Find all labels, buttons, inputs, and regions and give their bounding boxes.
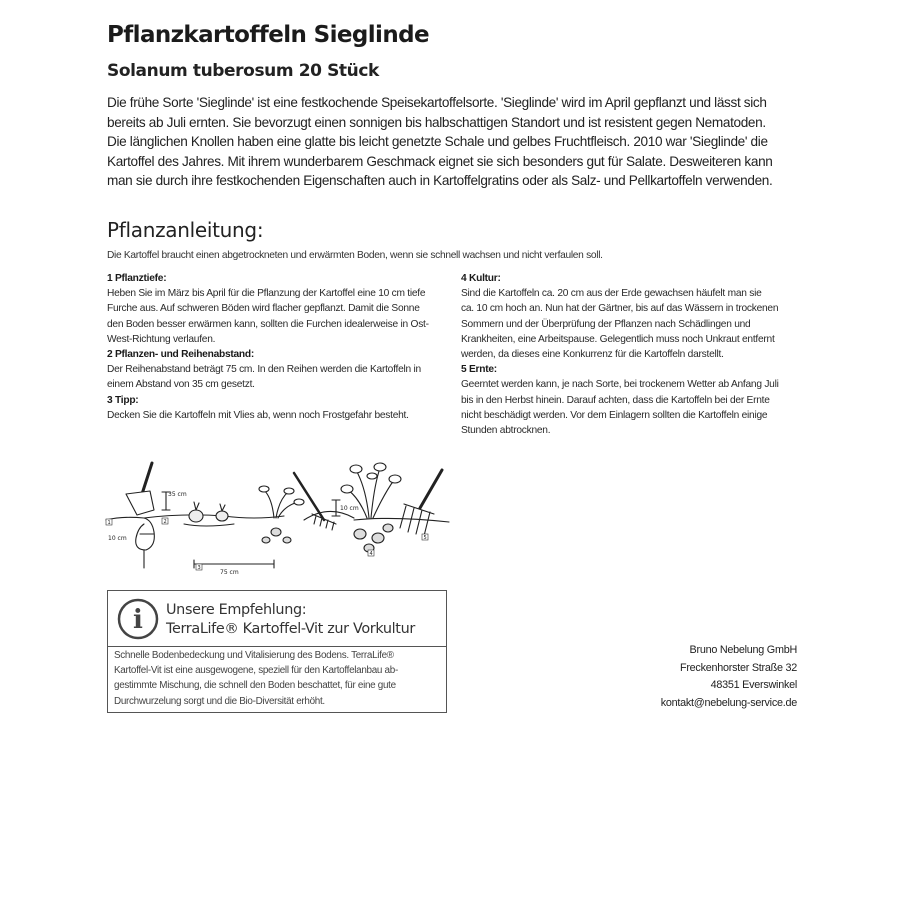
step-line: bis in den Herbst hinein. Darauf achten, dass die Kartoffeln bei der Ernte: [461, 394, 770, 406]
step-line: einem Abstand von 35 cm gesetzt.: [107, 379, 255, 391]
spacing-label: 35 cm: [168, 491, 187, 498]
recommendation-body: [114, 648, 442, 709]
step-line: Decken Sie die Kartoffeln mit Vlies ab, wenn noch Frostgefahr besteht.: [107, 409, 409, 421]
step-line: Sind die Kartoffeln ca. 20 cm aus der Erde gewachsen häufelt man sie: [461, 288, 762, 300]
divider: [108, 646, 446, 647]
intro-line: Kartoffel des Jahres. Mit ihrem wunderbarem Geschmack eignet sie sich besonders gut für Salate. Desweiteren kann: [107, 153, 773, 169]
step-heading: 3 Tipp:: [107, 394, 139, 406]
step-number-3: 3: [197, 565, 201, 571]
recommendation-line: Kartoffel-Vit ist eine ausgewogene, speziell für den Kartoffelanbau ab-: [114, 665, 398, 677]
step-line: Heben Sie im März bis April für die Pflanzung der Kartoffel eine 10 cm tiefe: [107, 288, 426, 300]
step-line: Der Reihenabstand beträgt 75 cm. In den Reihen werden die Kartoffeln in: [107, 364, 421, 376]
company-email[interactable]: kontakt@nebelung-service.de: [660, 696, 797, 709]
recommendation-line: Durchwurzelung sorgt und die Bio-Diversität erhöht.: [114, 695, 325, 707]
step-heading: 5 Ernte:: [461, 364, 497, 376]
recommendation-line: Schnelle Bodenbedeckung und Vitalisierung des Bodens. TerraLife®: [114, 650, 394, 661]
intro-line: Die länglichen Knollen haben eine glatte bis leicht genetzte Schale und gelbes Fruchtfleisch. 2010 war 'Sieglinde' die: [107, 134, 768, 150]
intro-paragraph: [107, 93, 807, 191]
recommendation-heading: [166, 601, 415, 639]
recommendation-box: [107, 590, 447, 713]
step-line: nicht beschädigt werden. Vor dem Einlagern sollten die Kartoffeln einige: [461, 409, 768, 421]
step-number-1: 1: [107, 520, 111, 526]
info-icon: [116, 597, 160, 641]
company-street: Freckenhorster Straße 32: [679, 661, 797, 674]
step-number-2: 2: [163, 519, 167, 525]
step-line: West-Richtung verlaufen.: [107, 333, 216, 345]
intro-line: Die frühe Sorte 'Sieglinde' ist eine festkochende Speisekartoffelsorte. 'Sieglinde' wird im April gepflanzt und lässt sich: [107, 95, 767, 110]
page-title: Pflanzkartoffeln Sieglinde: [107, 22, 429, 48]
hill-height-label: 10 cm: [340, 505, 359, 512]
info-icon-letter: i: [133, 605, 143, 635]
step-line: Krankheiten, eine Arbeitspause. Gelegentlich muss noch Unkraut entfernt: [461, 333, 775, 345]
recommendation-heading-line: TerraLife® Kartoffel-Vit zur Vorkultur: [166, 621, 415, 637]
intro-line: bereits ab Juli ernten. Sie bevorzugt einen sonnigen bis halbschattigen Standort und ist resistent gegen Nematoden.: [107, 114, 766, 130]
instructions-heading: Pflanzanleitung:: [107, 218, 264, 242]
step-line: ca. 10 cm hoch an. Nun hat der Gärtner, bis auf das Wässern in trockenen: [461, 303, 779, 315]
instructions-right-column: [461, 271, 801, 438]
step-line: Furche aus. Auf schweren Böden wird flacher gepflanzt. Damit die Sonne: [107, 303, 420, 315]
depth-label: 10 cm: [108, 535, 127, 542]
step-number-4: 4: [369, 551, 373, 557]
intro-line: man sie durch ihre festkochenden Eigenschaften auch in Kartoffelgratins oder als Salz- und Pellkartoffeln verwenden.: [107, 173, 773, 189]
step-number-5: 5: [423, 535, 427, 541]
step-heading: 2 Pflanzen- und Reihenabstand:: [107, 349, 255, 361]
step-heading: 1 Pflanztiefe:: [107, 273, 167, 284]
planting-illustration: [104, 458, 454, 583]
recommendation-line: gestimmte Mischung, die schnell den Boden beschattet, für eine gute: [114, 680, 396, 692]
step-line: Sommern und der Überprüfung der Pflanzen nach Schädlingen und: [461, 318, 751, 330]
page-subtitle: Solanum tuberosum 20 Stück: [107, 61, 379, 81]
instructions-left-column: [107, 271, 447, 423]
instructions-lead: Die Kartoffel braucht einen abgetrockneten und erwärmten Boden, wenn sie schnell wachsen und nicht verfaulen soll.: [107, 250, 603, 261]
step-heading: 4 Kultur:: [461, 273, 501, 284]
company-address: [661, 642, 797, 712]
step-line: Stunden abtrocknen.: [461, 425, 551, 437]
company-name: Bruno Nebelung GmbH: [689, 644, 797, 656]
step-line: Geerntet werden kann, je nach Sorte, bei trockenem Wetter ab Anfang Juli: [461, 379, 779, 391]
recommendation-heading-line: Unsere Empfehlung:: [166, 602, 307, 618]
step-line: werden, da dieses eine Konkurrenz für die Kartoffeln darstellt.: [461, 349, 724, 361]
row-spacing-label: 75 cm: [220, 569, 239, 576]
company-city: 48351 Everswinkel: [710, 679, 797, 692]
step-line: den Boden besser erwärmen kann, sollten die Furchen idealerweise in Ost-: [107, 318, 429, 330]
